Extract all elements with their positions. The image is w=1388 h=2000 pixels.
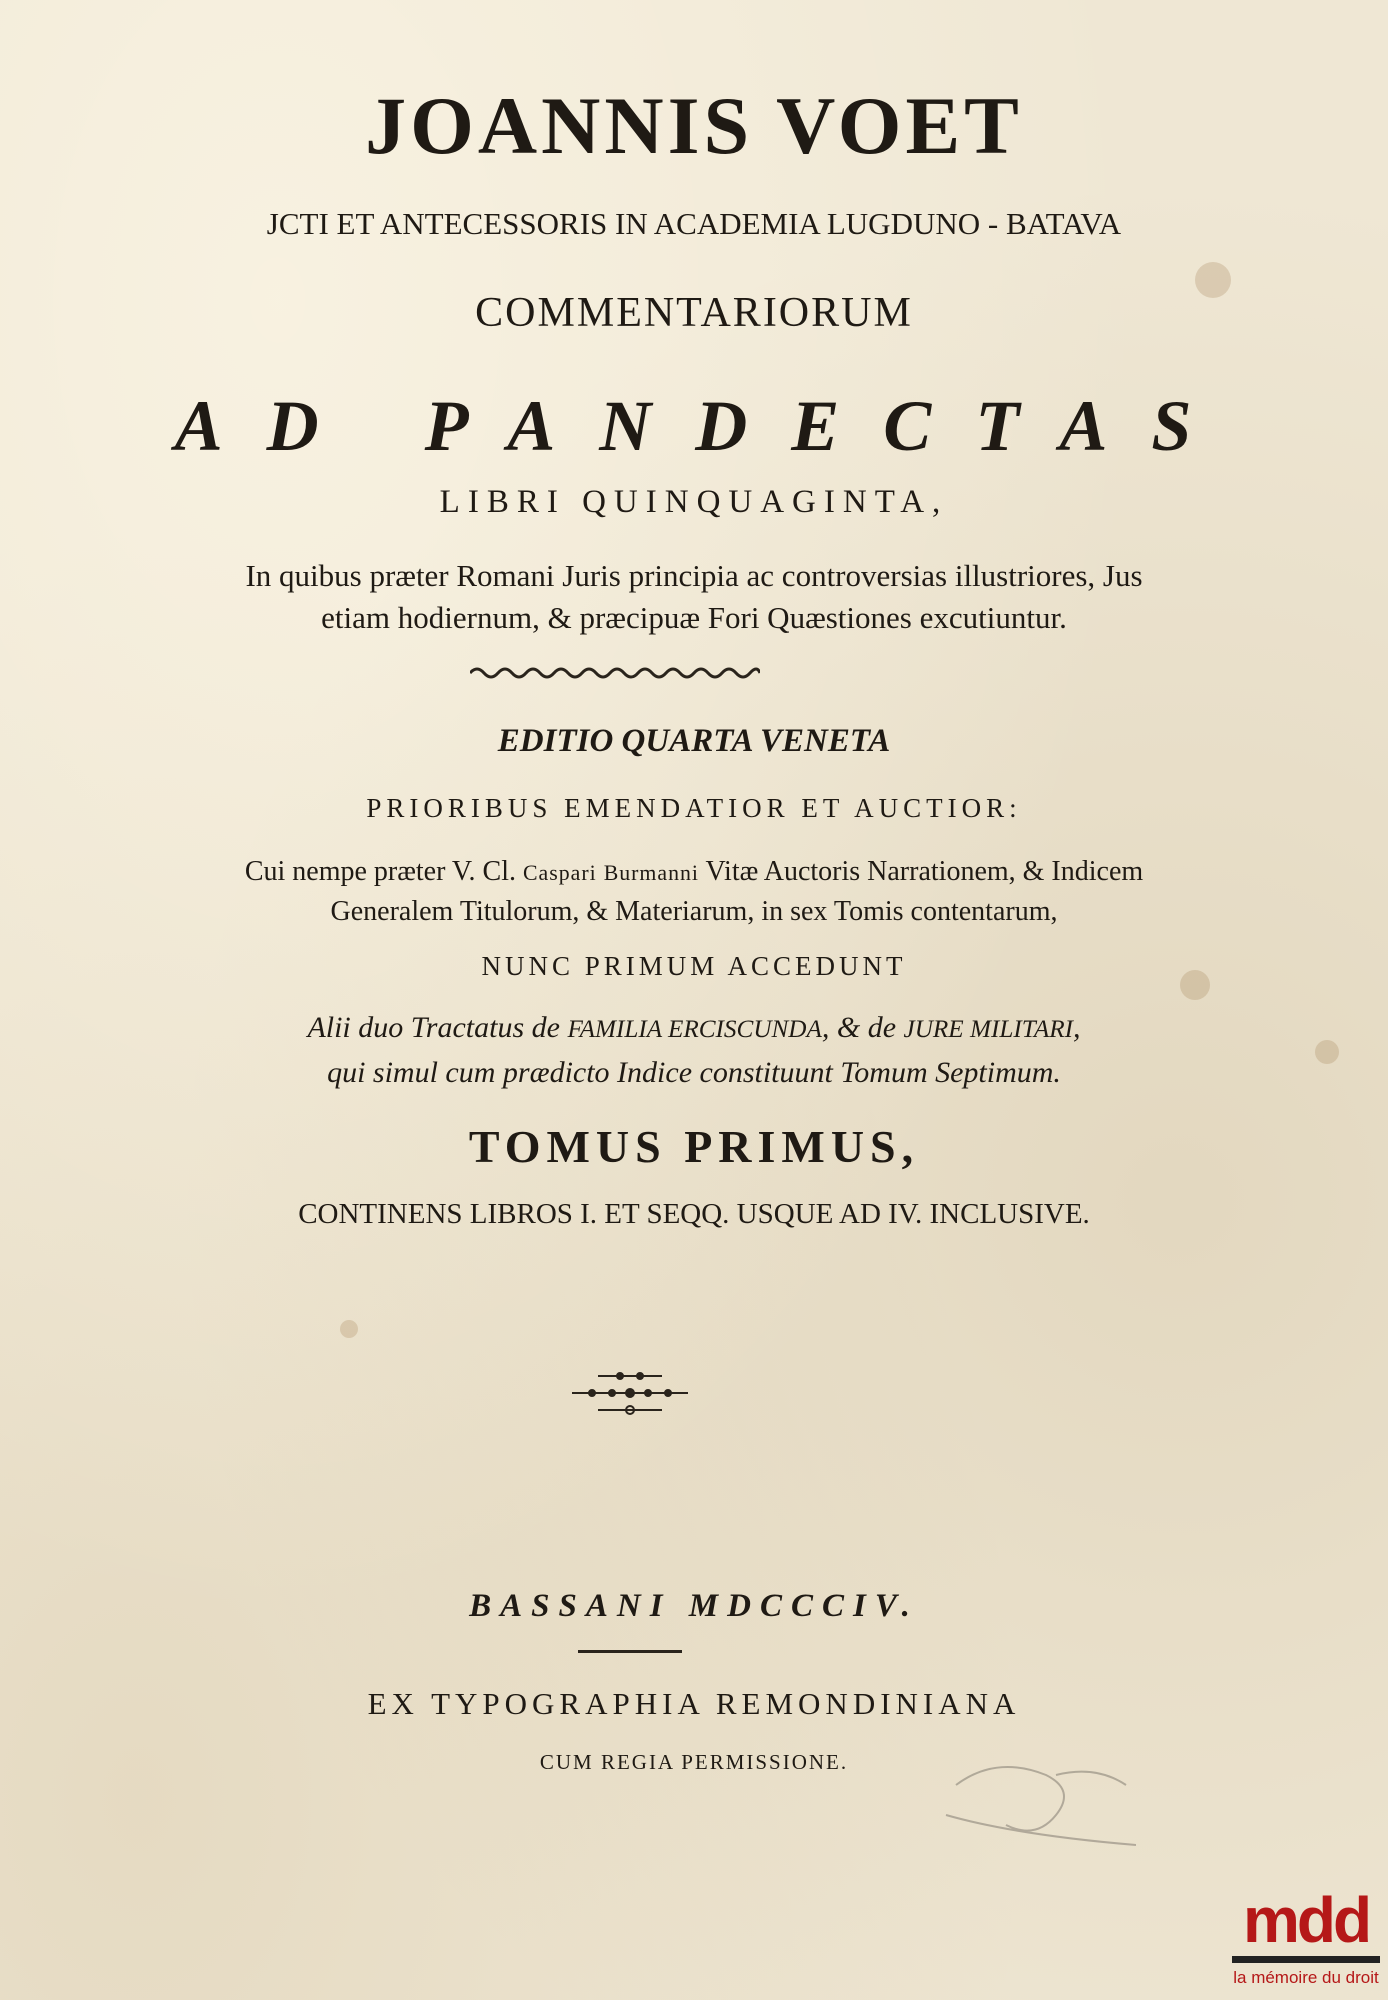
foxing-spot — [340, 1320, 358, 1338]
contents-text: Cui nempe præter V. Cl. — [244, 856, 516, 887]
volume-contents: CONTINENS LIBROS I. ET SEQQ. USQUE AD IV. INCLUSIVE. — [298, 1198, 1090, 1230]
author-name: JOANNIS VOET — [365, 80, 1023, 171]
treatise-title-1: FAMILIA ERCISCUNDA — [567, 1016, 822, 1043]
edition-statement: EDITIO QUARTA VENETA — [497, 723, 891, 759]
editor-last-name: Burmanni — [603, 861, 699, 885]
edition-note: PRIORIBUS EMENDATIOR ET AUCTIOR: — [366, 793, 1022, 823]
work-title-line-1: COMMENTARIORUM — [475, 290, 913, 336]
editor-first-name: Caspari — [523, 861, 597, 885]
mdd-logo — [1224, 1884, 1388, 2000]
imprint-printer: EX TYPOGRAPHIA REMONDINIANA — [367, 1686, 1021, 1721]
additions-line-1 — [0, 1013, 1388, 1043]
contents-text: Vitæ Auctoris Narrationem, & Indicem — [705, 856, 1144, 887]
logo-bar — [1232, 1956, 1380, 1963]
additions-line-2: qui simul cum prædicto Indice constituunt Tomum Septimum. — [327, 1056, 1061, 1089]
imprint-place-date: BASSANI MDCCCIV. — [469, 1588, 919, 1624]
author-subtitle: JCTI ET ANTECESSORIS IN ACADEMIA LUGDUNO - BATAVA — [266, 206, 1122, 241]
imprint-rule — [578, 1650, 682, 1653]
logo-mark: mdd — [1242, 1884, 1370, 1956]
imprint-permission: CUM REGIA PERMISSIONE. — [539, 1750, 849, 1774]
volume-title: TOMUS PRIMUS, — [468, 1121, 920, 1172]
contents-line-1 — [0, 858, 1388, 886]
additions-text: , & de — [821, 1011, 897, 1044]
pencil-annotation — [936, 1745, 1136, 1855]
additions-heading: NUNC PRIMUM ACCEDUNT — [481, 951, 907, 981]
wave-rule-ornament — [470, 663, 760, 683]
logo-tagline: la mémoire du droit — [1233, 1968, 1379, 1987]
fleuron-ornament — [568, 1368, 692, 1418]
description-line-1: In quibus præter Romani Juris principia ac controversias illustriores, Jus — [245, 558, 1143, 593]
contents-line-2: Generalem Titulorum, & Materiarum, in sex Tomis contentarum, — [330, 896, 1058, 927]
work-title-line-3: LIBRI QUINQUAGINTA, — [439, 484, 949, 520]
additions-text: , — [1073, 1011, 1081, 1044]
additions-text: Alii duo Tractatus de — [307, 1011, 560, 1044]
description-line-2: etiam hodiernum, & præcipuæ Fori Quæstiones excutiuntur. — [321, 600, 1067, 635]
treatise-title-2: JURE MILITARI — [903, 1016, 1074, 1043]
work-title-line-2: AD PANDECTAS — [174, 386, 1236, 466]
